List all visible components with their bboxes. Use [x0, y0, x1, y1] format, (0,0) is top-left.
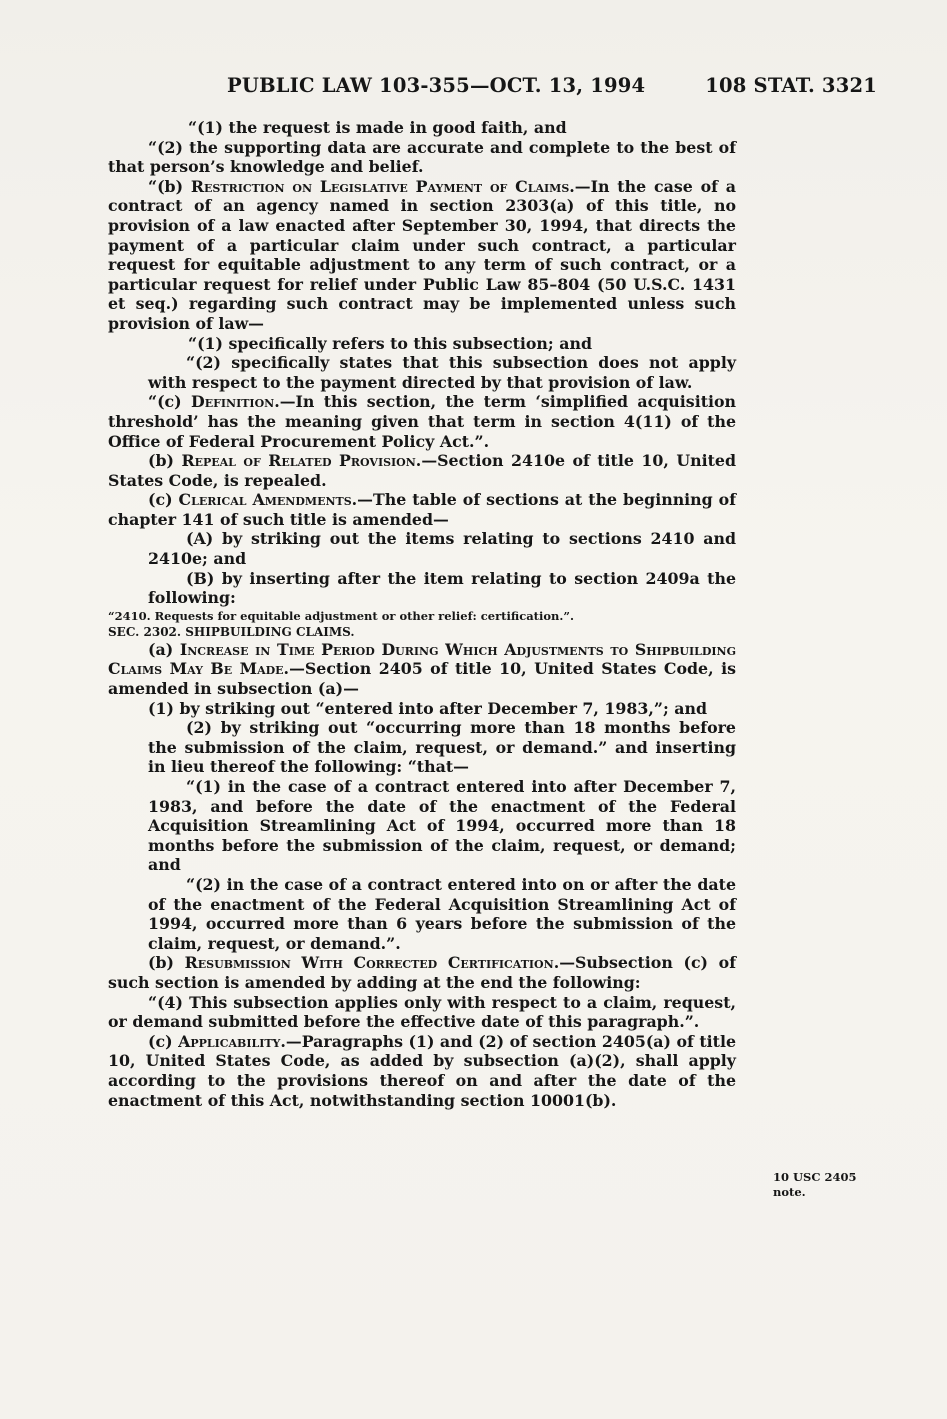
- subsection-label: “(b): [148, 176, 191, 196]
- paragraph-14: “(1) in the case of a contract entered into after December 7, 1983, and before the date of the enactment of the Federal Acquisition Streamlining Act of 1994, occurred more than 18 months before the submission of the claim, request, or demand; and: [148, 777, 736, 875]
- subsection-a-increase: [108, 640, 736, 699]
- subsection-heading: Definition.: [191, 392, 280, 412]
- subsection-text: —Section 2405 of title 10, United States Code, is amended in subsection (a)—: [108, 659, 736, 699]
- subsection-text: —The table of sections at the beginning of chapter 141 of such title is amended—: [108, 490, 736, 529]
- statute-page: 108 STAT. 3321: [705, 74, 877, 97]
- subsection-b-repeal: [108, 451, 736, 490]
- law-title: PUBLIC LAW 103-355—OCT. 13, 1994: [227, 74, 646, 97]
- page-header: [227, 74, 877, 104]
- subsection-label: (b): [148, 451, 182, 471]
- subsection-heading: Increase in Time Period During Which Adjustments to Shipbuilding Claims May Be Made.: [108, 639, 736, 679]
- paragraph-4: “(1) specifically refers to this subsection; and: [188, 333, 593, 353]
- subsection-text: —Subsection (c) of such section is amended by adding at the end the following:: [108, 953, 737, 992]
- subsection-label: (b): [148, 953, 185, 973]
- subsection-label: (c): [148, 490, 179, 510]
- table-of-sections-entry: “2410. Requests for equitable adjustment or other relief: certification.”.: [108, 608, 574, 623]
- subsection-heading: Restriction on Legislative Payment of Claims.: [190, 176, 575, 196]
- paragraph-2-text: “(2) the supporting data are accurate and complete to the best of that person’s knowledge and belief.: [108, 137, 736, 177]
- paragraph-13: (2) by striking out “occurring more than 18 months before the submission of the claim, request, or demand.” and inserting in lieu thereof the following: “that—: [148, 718, 736, 777]
- paragraph-5: “(2) specifically states that this subsection does not apply with respect to the payment directed by that provision of law.: [148, 353, 736, 392]
- subsection-heading: Applicability.: [178, 1031, 286, 1051]
- subsection-text: —Paragraphs (1) and (2) of section 2405(a) of title 10, United States Code, as added by subsection (a)(2), shall apply according to the provisions thereof on and after the date of the enactment of this Act, notwithstanding section 10001(b).: [108, 1031, 736, 1110]
- margin-note-citation: 10 USC 2405: [773, 1170, 857, 1184]
- subsection-text: —In this section, the term ‘simplified acquisition threshold’ has the meaning given that term in section 4(11) of the Office of Federal Procurement Policy Act.”.: [108, 392, 737, 451]
- paragraph-12: (1) by striking out “entered into after December 7, 1983,”; and: [148, 698, 708, 718]
- document-body: [108, 118, 736, 1110]
- subsection-label: (a): [148, 639, 180, 659]
- subsection-b-restriction: [108, 177, 736, 334]
- margin-note-label: note.: [773, 1185, 806, 1199]
- paragraph-A: (A) by striking out the items relating to sections 2410 and 2410e; and: [148, 529, 736, 569]
- subsection-text: —Section 2410e of title 10, United States Code, is repealed.: [108, 451, 736, 490]
- subsection-heading: Clerical Amendments.: [178, 490, 358, 510]
- subsection-text: —In the case of a contract of an agency named in section 2303(a) of this title, no provision of a law enacted after September 30, 1994, that directs the payment of a particular claim under such contract, a particular request for equitable adjustment to any term of such contract, or a particular request for relief under Public Law 85–804 (50 U.S.C. 1431 et seq.) regarding such contract may be implemented unless such provision of law—: [108, 176, 736, 333]
- subsection-b-resubmission: [108, 953, 736, 992]
- paragraph-17: “(4) This subsection applies only with respect to a claim, request, or demand submitted before the effective date of this paragraph.”.: [108, 992, 736, 1032]
- paragraph-1: “(1) the request is made in good faith, and: [188, 118, 567, 137]
- section-heading: SEC. 2302. SHIPBUILDING CLAIMS.: [108, 624, 355, 639]
- paragraph-2: [108, 138, 736, 177]
- subsection-label: “(c): [148, 392, 191, 412]
- subsection-heading: Repeal of Related Provision.: [181, 451, 422, 471]
- margin-note: [773, 1170, 873, 1200]
- subsection-c-clerical: [108, 490, 736, 529]
- subsection-label: (c): [148, 1031, 179, 1051]
- subsection-heading: Resubmission With Corrected Certification.: [184, 953, 560, 973]
- subsection-c-applicability: [108, 1032, 736, 1110]
- paragraph-B: (B) by inserting after the item relating to section 2409a the following:: [148, 568, 736, 608]
- paragraph-15: “(2) in the case of a contract entered into on or after the date of the enactment of the Federal Acquisition Streamlining Act of 1994, occurred more than 6 years before the submission of the claim, request, or demand.”.: [148, 874, 736, 953]
- subsection-c-definition: [108, 392, 736, 451]
